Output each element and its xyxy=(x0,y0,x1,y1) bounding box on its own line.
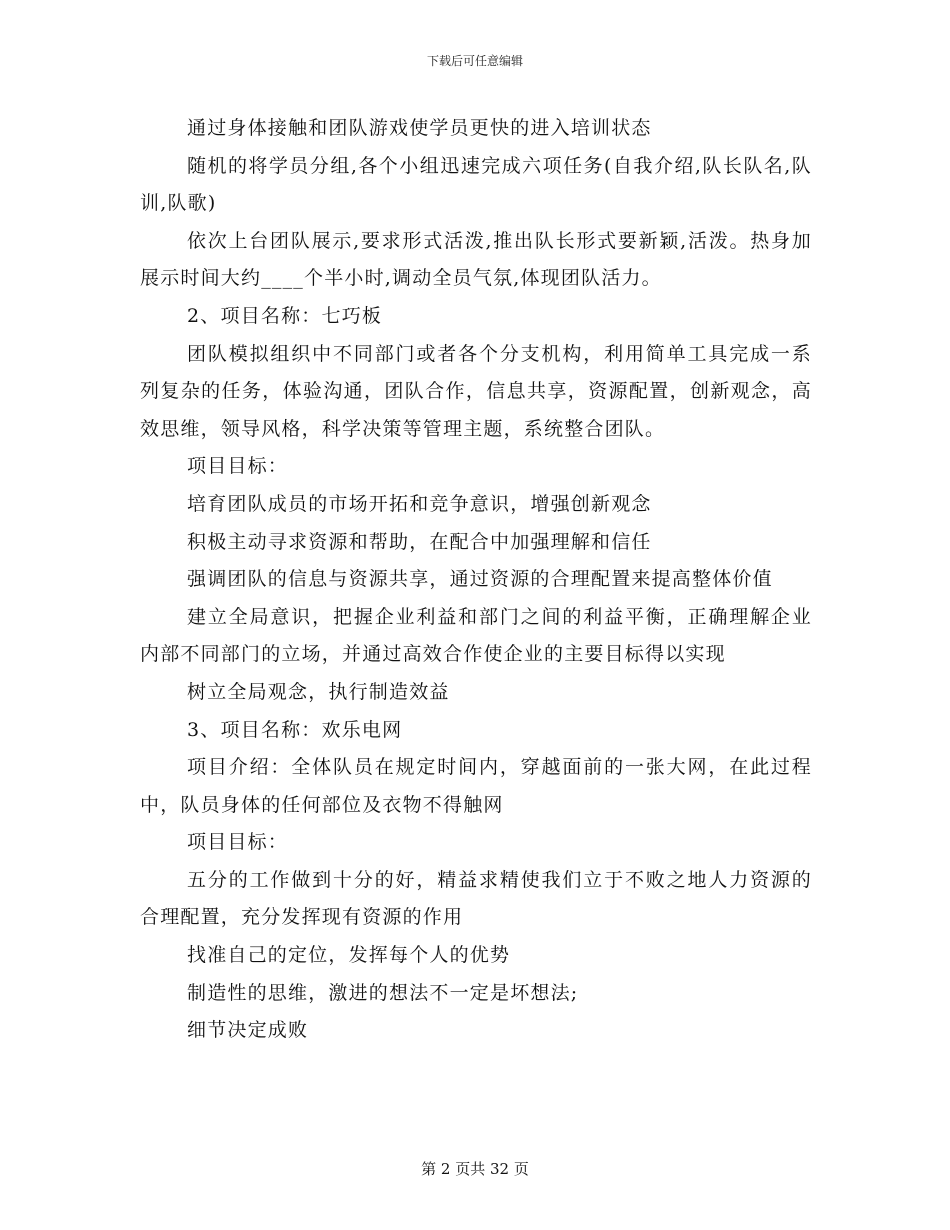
paragraph: 随机的将学员分组,各个小组迅速完成六项任务(自我介绍,队长队名,队训,队歌) xyxy=(140,154,812,215)
paragraph: 制造性的思维，激进的想法不一定是坏想法; xyxy=(187,981,579,1004)
paragraph: 强调团队的信息与资源共享，通过资源的合理配置来提高整体价值 xyxy=(187,568,773,591)
page-number-footer: 第 2 页共 32 页 xyxy=(421,1160,529,1178)
document-body xyxy=(140,110,812,1050)
paragraph: 项目介绍：全体队员在规定时间内，穿越面前的一张大网，在此过程中，队员身体的任何部位及衣物不得触网 xyxy=(140,756,812,816)
paragraph: 建立全局意识，把握企业利益和部门之间的利益平衡，正确理解企业内部不同部门的立场，并通过高效合作使企业的主要目标得以实现 xyxy=(140,605,812,666)
paragraph: 团队模拟组织中不同部门或者各个分支机构，利用简单工具完成一系列复杂的任务，体验沟通，团队合作，信息共享，资源配置，创新观念，高效思维，领导风格，科学决策等管理主题，系统整合团队。 xyxy=(140,342,812,440)
subheading: 项目目标： xyxy=(187,455,289,478)
paragraph: 五分的工作做到十分的好，精益求精使我们立于不败之地人力资源的合理配置，充分发挥现有资源的作用 xyxy=(140,868,812,929)
paragraph: 找准自己的定位，发挥每个人的优势 xyxy=(187,944,511,967)
paragraph: 细节决定成败 xyxy=(187,1019,309,1042)
paragraph: 通过身体接触和团队游戏使学员更快的进入培训状态 xyxy=(187,117,652,139)
paragraph: 积极主动寻求资源和帮助，在配合中加强理解和信任 xyxy=(187,530,652,553)
subheading: 项目目标： xyxy=(187,831,289,854)
paragraph: 树立全局观念，执行制造效益 xyxy=(187,680,450,703)
paragraph: 依次上台团队展示,要求形式活泼,推出队长形式要新颖,活泼。热身加展示时间大约____个半小时,调动全员气氛,体现团队活力。 xyxy=(140,229,812,290)
page-header-note: 下载后可任意编辑 xyxy=(426,54,523,68)
paragraph: 培育团队成员的市场开拓和竞争意识，增强创新观念 xyxy=(187,492,652,515)
section-heading: 3、项目名称：欢乐电网 xyxy=(187,718,403,741)
section-heading: 2、项目名称：七巧板 xyxy=(187,304,383,327)
